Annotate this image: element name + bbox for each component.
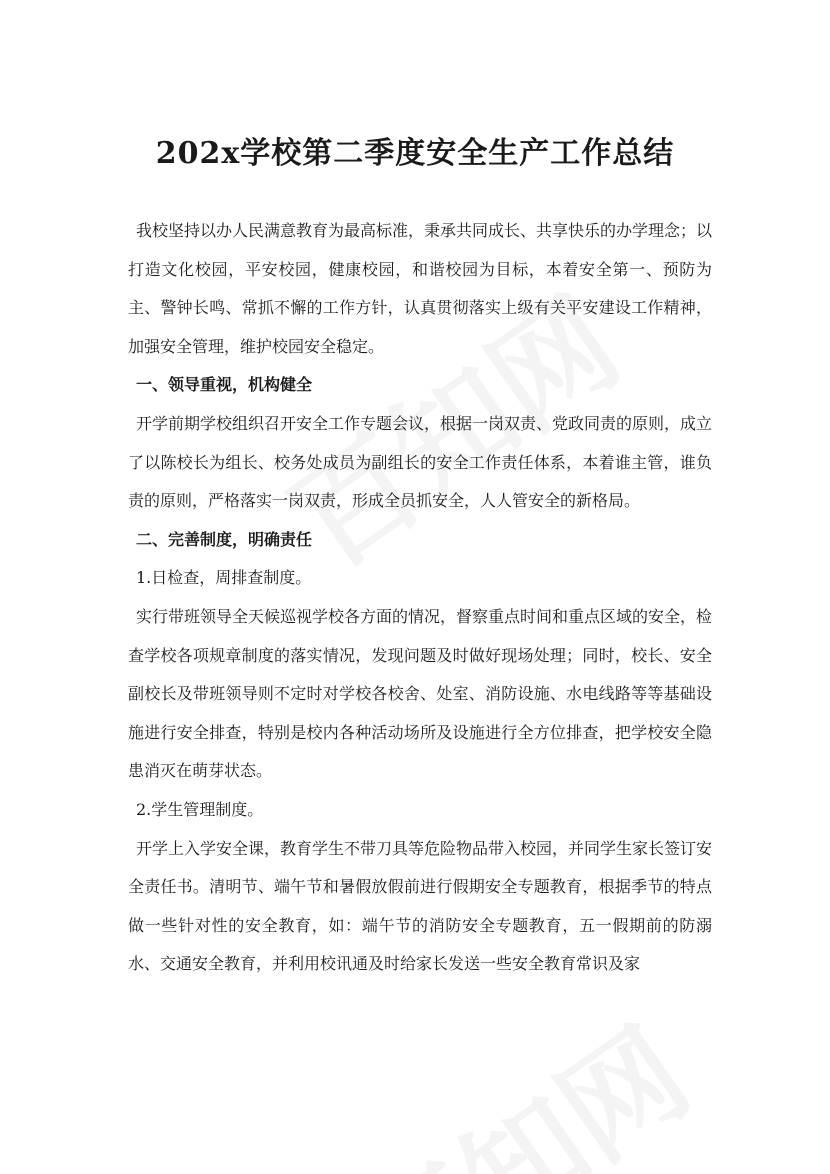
intro-paragraph: 我校坚持以办人民满意教育为最高标准，秉承共同成长、共享快乐的办学理念；以打造文化校园，平安校园，健康校园，和谐校园为目标，本着安全第一、预防为主、警钟长鸣、常抓不懈的工作方针，认真贯彻落实上级有关平安建设工作精神，加强安全管理，维护校园安全稳定。 [128,221,713,356]
item-2-title: 2.学生管理制度。 [136,799,264,819]
section-heading-1: 一、领导重视，机构健全 [136,375,313,395]
item-1-paragraph: 实行带班领导全天候巡视学校各方面的情况，督察重点时间和重点区域的安全，检查学校各项规章制度的落实情况，发现问题及时做好现场处理；同时，校长、安全副校长及带班领导则不定时对学校各校舍、处室、消防设施、水电线路等等基础设施进行安全排查，特别是校内各种活动场所及设施进行全方位排查，把学校安全隐患消灭在萌芽状态。 [128,606,713,781]
document-body [128,212,712,984]
section-heading-2: 二、完善制度，明确责任 [136,529,313,549]
document-title: 202x学校第二季度安全生产工作总结 [155,136,675,172]
item-1-title: 1.日检查，周排查制度。 [136,568,312,588]
section-1-paragraph: 开学前期学校组织召开安全工作专题会议，根据一岗双责、党政同责的原则，成立了以陈校长为组长、校务处成员为副组长的安全工作责任体系，本着谁主管，谁负责的原则，严格落实一岗双责，形成全员抓安全，人人管安全的新格局。 [128,413,713,511]
watermark [323,982,717,1174]
item-2-paragraph: 开学上入学安全课，教育学生不带刀具等危险物品带入校园，并同学生家长签订安全责任书。清明节、端午节和暑假放假前进行假期安全专题教育，根据季节的特点做一些针对性的安全教育，如：端午节的消防安全专题教育，五一假期前的防溺水、交通安全教育，并利用校讯通及时给家长发送一些安全教育常识及家 [128,838,713,974]
